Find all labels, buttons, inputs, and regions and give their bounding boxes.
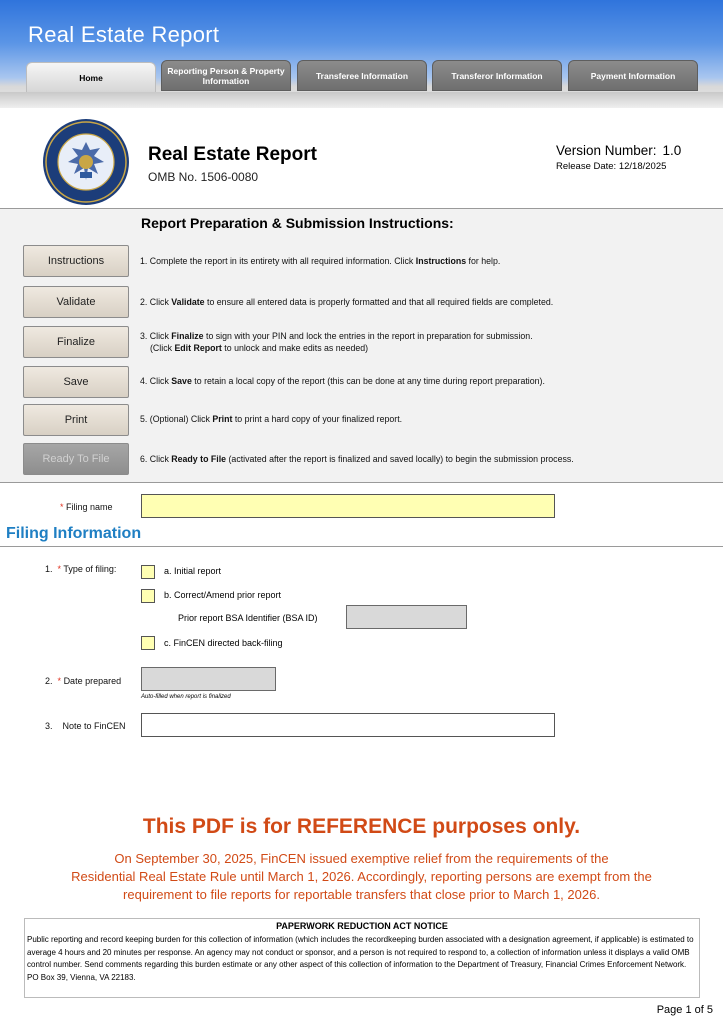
note-to-fincen-label — [45, 721, 126, 731]
report-title: Real Estate Report — [148, 144, 317, 165]
back-filing-checkbox[interactable] — [141, 636, 155, 650]
step-text: to retain a local copy of the report (this can be done at any time during report preparation). — [191, 376, 545, 386]
back-filing-label: c. FinCEN directed back-filing — [164, 638, 283, 648]
version-number — [556, 143, 681, 158]
release-date: Release Date: 12/18/2025 — [556, 161, 667, 172]
amend-report-checkbox[interactable] — [141, 589, 155, 603]
step-text: (Click — [150, 343, 175, 353]
date-hint: Auto-filled when report is finalized — [141, 694, 231, 700]
required-asterisk: * — [60, 502, 64, 512]
reference-notice-title: This PDF is for REFERENCE purposes only. — [142, 815, 581, 838]
finalize-button[interactable]: Finalize — [23, 326, 129, 358]
version-value: 1.0 — [662, 143, 682, 158]
label-text: Type of filing: — [63, 564, 117, 574]
step-text: (activated after the report is finalized and saved locally) to begin the submission process. — [226, 454, 574, 464]
label-text: Filing name — [66, 502, 113, 512]
tab-home[interactable] — [26, 62, 156, 93]
tab-payment[interactable] — [568, 60, 698, 91]
tab-label: Transferor Information — [451, 70, 543, 81]
step-text: 4. Click — [140, 376, 172, 386]
tab-label: Reporting Person & Property Information — [167, 65, 285, 86]
step-text: 2. Click — [140, 297, 172, 307]
section-title: Filing Information — [6, 525, 142, 542]
step-text: 5. (Optional) Click — [140, 414, 213, 424]
step-bold: Print — [212, 414, 233, 424]
notice-line: Residential Real Estate Rule until March 1, 2026. Accordingly, reporting persons are exempt from the — [71, 869, 652, 884]
tab-transferor[interactable] — [432, 60, 562, 91]
tab-transferee[interactable] — [297, 60, 427, 91]
date-prepared-input[interactable] — [141, 667, 276, 691]
notice-line: requirement to file reports for reportable transfers that close prior to March 1, 2026. — [123, 887, 600, 902]
step-bold: Instructions — [415, 256, 467, 266]
pra-notice-title: PAPERWORK REDUCTION ACT NOTICE — [276, 921, 448, 931]
step-bold: Ready to File — [171, 454, 227, 464]
item-number: 2. — [45, 676, 53, 686]
initial-report-label: a. Initial report — [164, 566, 222, 576]
required-asterisk: * — [57, 564, 62, 574]
label-text: Note to FinCEN — [62, 721, 126, 731]
note-to-fincen-input[interactable] — [141, 713, 555, 737]
tab-label: Payment Information — [590, 70, 676, 81]
required-asterisk: * — [57, 676, 62, 686]
step-bold: Save — [171, 376, 192, 386]
step-bold: Edit Report — [174, 343, 222, 353]
step-5 — [140, 414, 402, 425]
prior-bsa-id-label: Prior report BSA Identifier (BSA ID) — [178, 613, 318, 623]
type-of-filing-label — [45, 564, 116, 574]
amend-report-label: b. Correct/Amend prior report — [164, 590, 282, 600]
step-text: 6. Click — [140, 454, 172, 464]
instructions-button[interactable]: Instructions — [23, 245, 129, 277]
tab-label: Transferee Information — [315, 70, 409, 81]
step-4 — [140, 376, 545, 387]
save-button[interactable]: Save — [23, 366, 129, 398]
label-text: Date prepared — [63, 676, 122, 686]
app-title: Real Estate Report — [28, 22, 220, 47]
filing-name-label — [60, 502, 113, 512]
step-text: for help. — [466, 256, 501, 266]
section-divider — [0, 546, 723, 547]
tab-label: Home — [79, 72, 103, 83]
prior-bsa-id-input[interactable] — [346, 605, 467, 629]
header-divider — [0, 92, 723, 108]
step-3 — [140, 331, 533, 342]
step-text: to print a hard copy of your finalized report. — [232, 414, 403, 424]
initial-report-checkbox[interactable] — [141, 565, 155, 579]
step-bold: Validate — [171, 297, 205, 307]
version-label: Version Number: — [556, 143, 657, 158]
notice-line: On September 30, 2025, FinCEN issued exemptive relief from the requirements of the — [114, 851, 609, 866]
step-text: to sign with your PIN and lock the entries in the report in preparation for submission. — [203, 331, 533, 341]
ready-to-file-button[interactable]: Ready To File — [23, 443, 129, 475]
validate-button[interactable]: Validate — [23, 286, 129, 318]
reference-notice-body — [20, 850, 703, 904]
filing-name-input[interactable] — [141, 494, 555, 518]
step-2 — [140, 297, 553, 308]
date-prepared-label — [45, 676, 121, 686]
fincen-seal-icon — [42, 118, 130, 206]
step-text: 3. Click — [140, 331, 172, 341]
step-6 — [140, 454, 574, 465]
step-3-note — [150, 343, 368, 354]
pra-notice-text: Public reporting and record keeping burden for this collection of information (which includes the recordkeeping burden associated with a designation agreement, if applicable) is estimated to average 4 hours and 20 minutes per response. An agency may not conduct or sponsor, and a person is not required to respond to, a collection of information unless it displays a valid OMB control number. Send comments regarding this burden estimate or any other aspect of this collection of information to the Department of Treasury, Financial Crimes Enforcement Network. PO Box 39, Vienna, VA 22183. — [27, 935, 694, 982]
print-button[interactable]: Print — [23, 404, 129, 436]
item-number: 1. — [45, 564, 53, 574]
item-number: 3. — [45, 721, 53, 731]
step-text: 1. Complete the report in its entirety with all required information. Click — [140, 256, 416, 266]
step-bold: Finalize — [171, 331, 204, 341]
instructions-heading: Report Preparation & Submission Instructions: — [141, 215, 454, 231]
step-1 — [140, 256, 500, 267]
tab-reporting-person[interactable] — [161, 60, 291, 91]
step-text: to unlock and make edits as needed) — [221, 343, 369, 353]
page-number: Page 1 of 5 — [656, 1004, 713, 1016]
step-text: to ensure all entered data is properly formatted and that all required fields are completed. — [204, 297, 554, 307]
omb-number: OMB No. 1506-0080 — [148, 170, 259, 184]
